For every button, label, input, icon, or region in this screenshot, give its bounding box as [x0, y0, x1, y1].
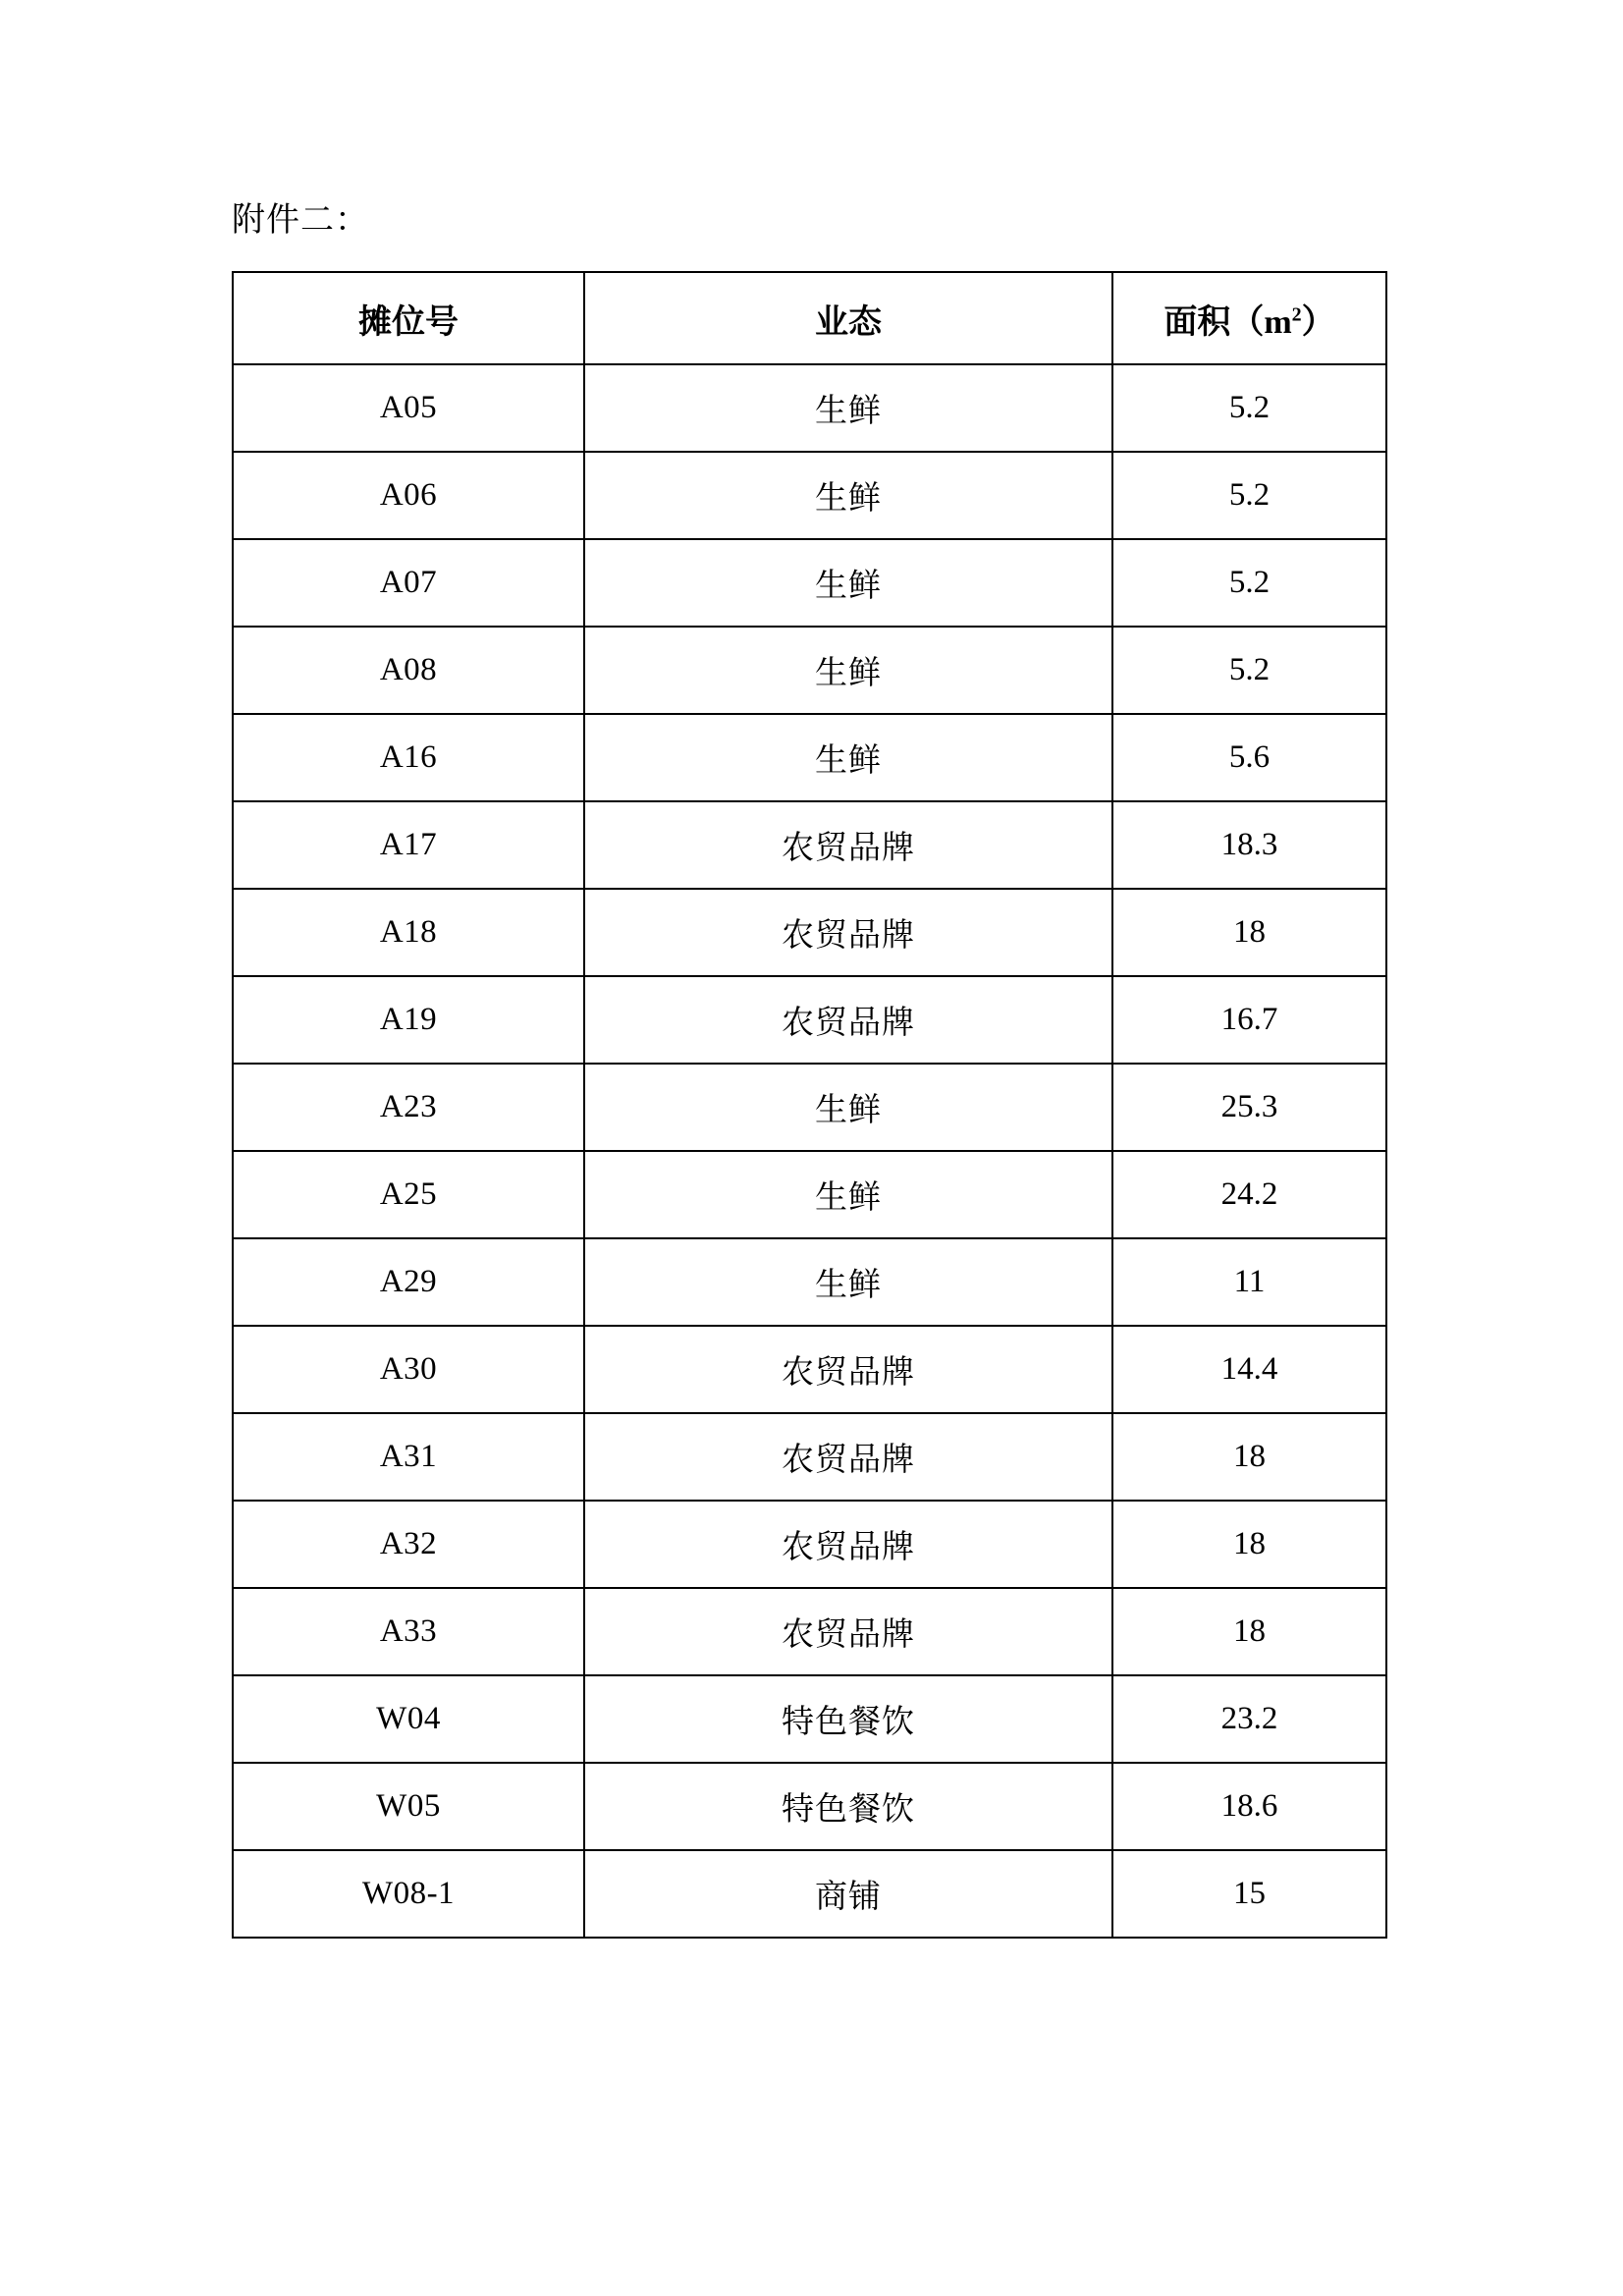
table-row [233, 976, 1386, 1064]
column-header-area-superscript: 2 [1291, 303, 1302, 326]
cell-stall-no: A05 [233, 364, 584, 452]
table-row [233, 1850, 1386, 1938]
table-row [233, 364, 1386, 452]
table-row [233, 1675, 1386, 1763]
cell-area: 5.2 [1112, 627, 1386, 714]
table-row [233, 1326, 1386, 1413]
table-row [233, 627, 1386, 714]
cell-stall-no: W08-1 [233, 1850, 584, 1938]
cell-area: 16.7 [1112, 976, 1386, 1064]
cell-area: 18.3 [1112, 801, 1386, 889]
cell-business-type: 农贸品牌 [584, 1326, 1112, 1413]
cell-area: 23.2 [1112, 1675, 1386, 1763]
cell-area: 18 [1112, 1413, 1386, 1501]
cell-business-type: 生鲜 [584, 714, 1112, 801]
cell-business-type: 农贸品牌 [584, 1501, 1112, 1588]
cell-business-type: 生鲜 [584, 1238, 1112, 1326]
cell-area: 18 [1112, 889, 1386, 976]
cell-area: 11 [1112, 1238, 1386, 1326]
cell-area: 15 [1112, 1850, 1386, 1938]
cell-business-type: 农贸品牌 [584, 801, 1112, 889]
cell-stall-no: A08 [233, 627, 584, 714]
table-row [233, 714, 1386, 801]
cell-business-type: 生鲜 [584, 627, 1112, 714]
table-row [233, 452, 1386, 539]
column-header-area-tail: ） [1301, 303, 1335, 341]
table-row [233, 1413, 1386, 1501]
cell-area: 18 [1112, 1501, 1386, 1588]
stall-table-container [232, 271, 1385, 1939]
cell-area: 5.2 [1112, 364, 1386, 452]
cell-business-type: 农贸品牌 [584, 889, 1112, 976]
cell-business-type: 特色餐饮 [584, 1675, 1112, 1763]
cell-stall-no: A25 [233, 1151, 584, 1238]
cell-area: 5.6 [1112, 714, 1386, 801]
cell-business-type: 农贸品牌 [584, 976, 1112, 1064]
cell-stall-no: A23 [233, 1064, 584, 1151]
table-row [233, 1064, 1386, 1151]
table-header [233, 272, 1386, 364]
column-header-area-main: 面积（m [1163, 303, 1292, 341]
table-body [233, 364, 1386, 1938]
cell-business-type: 生鲜 [584, 364, 1112, 452]
column-header-area [1112, 272, 1386, 364]
table-row [233, 801, 1386, 889]
table-row [233, 539, 1386, 627]
cell-business-type: 商铺 [584, 1850, 1112, 1938]
column-header-business-type: 业态 [584, 272, 1112, 364]
cell-area: 5.2 [1112, 539, 1386, 627]
cell-business-type: 农贸品牌 [584, 1413, 1112, 1501]
cell-business-type: 生鲜 [584, 539, 1112, 627]
cell-stall-no: W04 [233, 1675, 584, 1763]
cell-stall-no: A16 [233, 714, 584, 801]
cell-stall-no: A06 [233, 452, 584, 539]
cell-area: 14.4 [1112, 1326, 1386, 1413]
cell-stall-no: A07 [233, 539, 584, 627]
cell-area: 25.3 [1112, 1064, 1386, 1151]
cell-stall-no: A19 [233, 976, 584, 1064]
cell-stall-no: A32 [233, 1501, 584, 1588]
table-row [233, 1238, 1386, 1326]
cell-business-type: 生鲜 [584, 1064, 1112, 1151]
cell-area: 18.6 [1112, 1763, 1386, 1850]
cell-stall-no: W05 [233, 1763, 584, 1850]
table-row [233, 889, 1386, 976]
cell-stall-no: A33 [233, 1588, 584, 1675]
cell-stall-no: A17 [233, 801, 584, 889]
cell-business-type: 特色餐饮 [584, 1763, 1112, 1850]
cell-area: 5.2 [1112, 452, 1386, 539]
table-row [233, 1151, 1386, 1238]
cell-stall-no: A18 [233, 889, 584, 976]
table-row [233, 1501, 1386, 1588]
cell-stall-no: A30 [233, 1326, 584, 1413]
attachment-label: 附件二： [232, 202, 369, 239]
cell-stall-no: A29 [233, 1238, 584, 1326]
cell-business-type: 生鲜 [584, 1151, 1112, 1238]
table-row [233, 1588, 1386, 1675]
table-header-row [233, 272, 1386, 364]
cell-business-type: 农贸品牌 [584, 1588, 1112, 1675]
cell-area: 24.2 [1112, 1151, 1386, 1238]
cell-business-type: 生鲜 [584, 452, 1112, 539]
column-header-stall-no: 摊位号 [233, 272, 584, 364]
table-row [233, 1763, 1386, 1850]
cell-stall-no: A31 [233, 1413, 584, 1501]
cell-area: 18 [1112, 1588, 1386, 1675]
stall-table [232, 271, 1387, 1939]
